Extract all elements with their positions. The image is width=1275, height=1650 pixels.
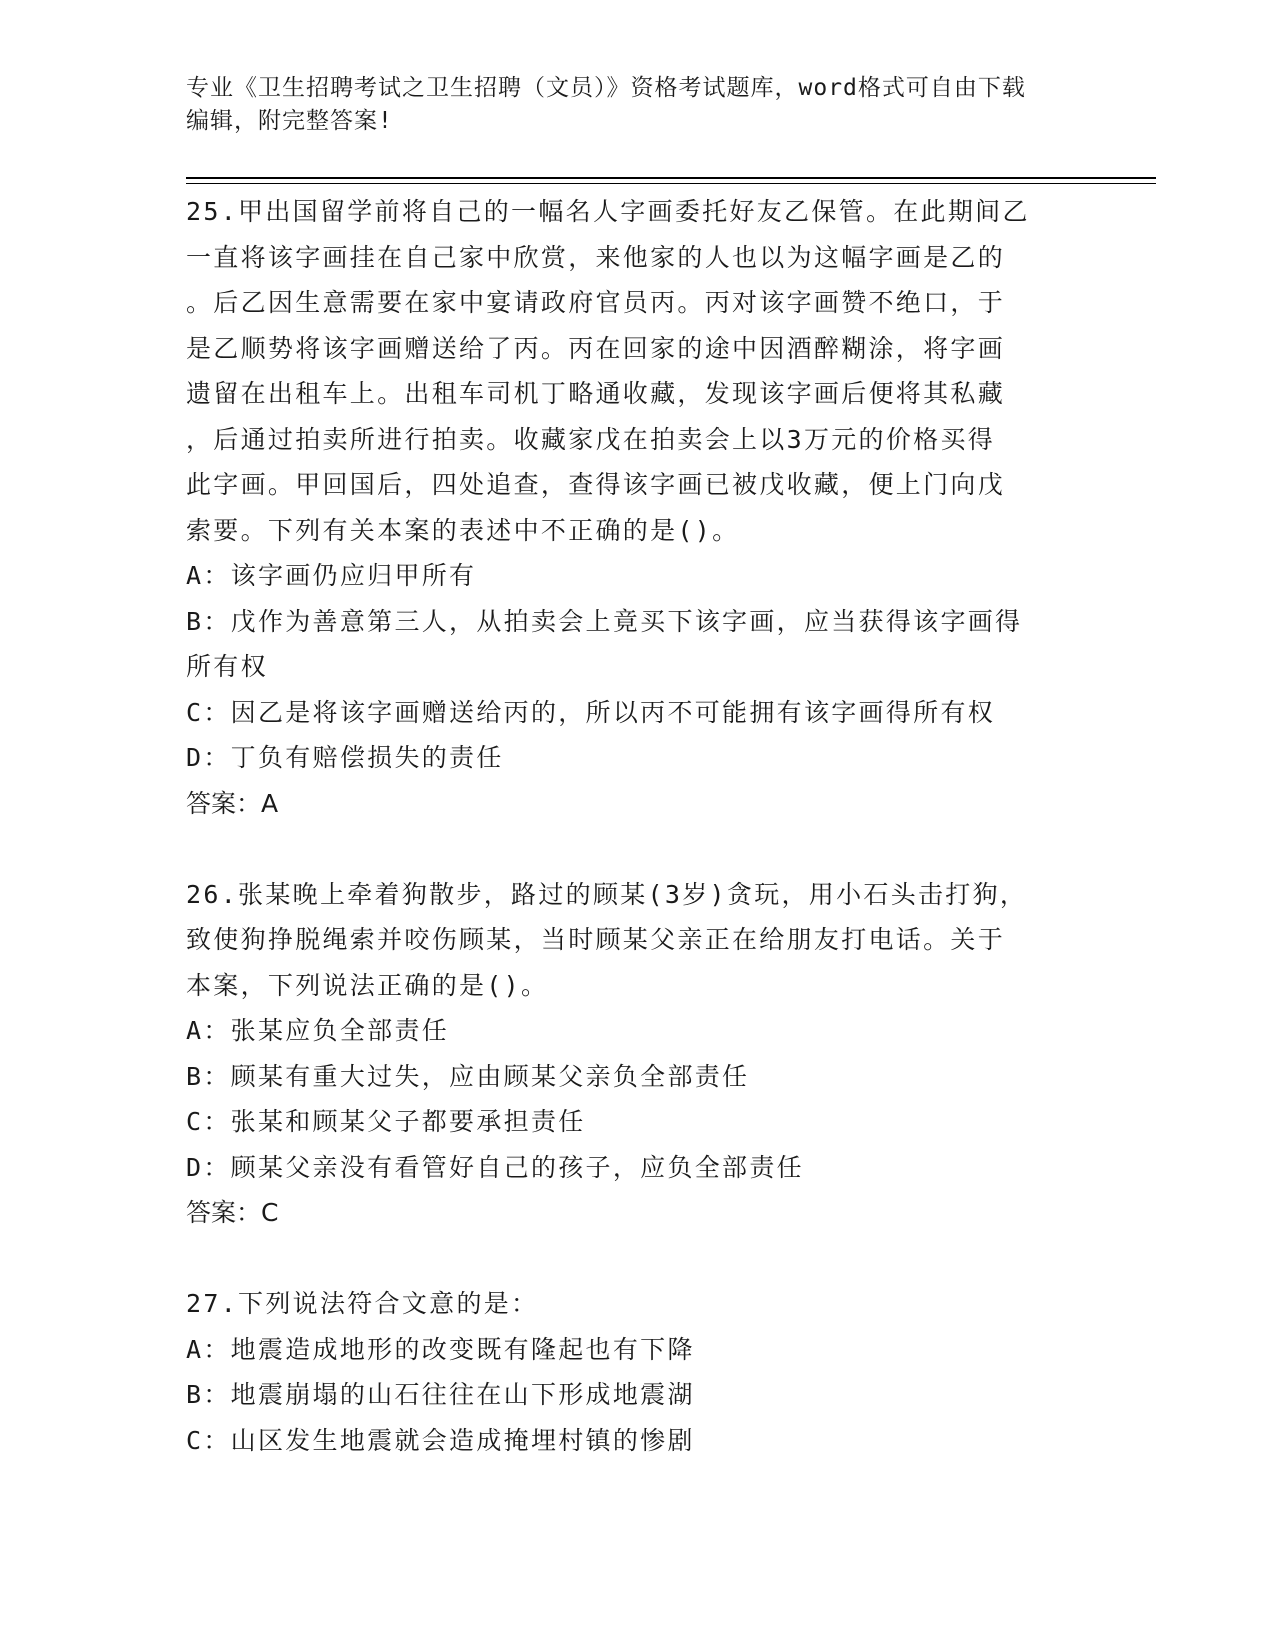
option-line: B：戊作为善意第三人，从拍卖会上竟买下该字画，应当获得该字画得 — [186, 606, 1023, 636]
option-d — [186, 1145, 1086, 1191]
answer-text: 答案：A — [186, 788, 279, 818]
question-spacer — [186, 1236, 1086, 1282]
stem-line: 一直将该字画挂在自己家中欣赏，来他家的人也以为这幅字画是乙的 — [186, 242, 1006, 272]
answer-text: 答案：C — [186, 1198, 279, 1227]
header-divider-thin — [186, 183, 1156, 184]
option-a — [186, 1327, 1086, 1373]
question-block — [186, 1281, 1086, 1463]
option-line: B：地震崩塌的山石往往在山下形成地震湖 — [186, 1380, 695, 1409]
header-line: 编辑，附完整答案! — [186, 108, 393, 134]
stem-line: 是乙顺势将该字画赠送给了丙。丙在回家的途中因酒醉糊涂，将字画 — [186, 333, 1006, 363]
option-line: B：顾某有重大过失，应由顾某父亲负全部责任 — [186, 1061, 750, 1091]
option-line: 所有权 — [186, 652, 268, 681]
stem-line: 27.下列说法符合文意的是： — [186, 1289, 539, 1318]
option-d — [186, 735, 1086, 781]
option-b — [186, 1372, 1086, 1418]
stem-line: 。后乙因生意需要在家中宴请政府官员丙。丙对该字画赞不绝口，于 — [186, 288, 1006, 317]
header-line: 专业《卫生招聘考试之卫生招聘（文员）》资格考试题库，word格式可自由下载 — [186, 75, 1026, 101]
option-line: A：地震造成地形的改变既有隆起也有下降 — [186, 1334, 695, 1364]
option-line: C：张某和顾某父子都要承担责任 — [186, 1107, 586, 1136]
document-page — [186, 0, 1156, 1650]
question-stem — [186, 189, 1086, 553]
option-line: C：山区发生地震就会造成掩埋村镇的惨剧 — [186, 1425, 695, 1455]
option-line: D：顾某父亲没有看管好自己的孩子，应负全部责任 — [186, 1152, 804, 1182]
answer-line — [186, 1190, 1086, 1236]
stem-line: ，后通过拍卖所进行拍卖。收藏家戊在拍卖会上以3万元的价格买得 — [186, 424, 996, 454]
option-line: D：丁负有赔偿损失的责任 — [186, 743, 504, 772]
stem-line: 致使狗挣脱绳索并咬伤顾某，当时顾某父亲正在给朋友打电话。关于 — [186, 925, 1006, 954]
stem-line: 26.张某晚上牵着狗散步，路过的顾某(3岁)贪玩，用小石头击打狗， — [186, 879, 1028, 909]
stem-line: 本案，下列说法正确的是()。 — [186, 970, 549, 1000]
option-line: C：因乙是将该字画赠送给丙的，所以丙不可能拥有该字画得所有权 — [186, 697, 996, 727]
option-c — [186, 1418, 1086, 1464]
document-header — [186, 72, 1086, 138]
option-a — [186, 553, 1086, 599]
question-spacer — [186, 826, 1086, 872]
stem-line: 此字画。甲回国后，四处追查，查得该字画已被戊收藏，便上门向戊 — [186, 470, 1006, 499]
option-c — [186, 1099, 1086, 1145]
option-line: A：张某应负全部责任 — [186, 1016, 450, 1045]
option-a — [186, 1008, 1086, 1054]
question-block — [186, 872, 1086, 1236]
stem-line: 25.甲出国留学前将自己的一幅名人字画委托好友乙保管。在此期间乙 — [186, 197, 1030, 226]
stem-line: 索要。下列有关本案的表述中不正确的是()。 — [186, 515, 740, 545]
option-line: A：该字画仍应归甲所有 — [186, 561, 477, 590]
option-b — [186, 599, 1086, 690]
header-divider-thick — [186, 177, 1156, 179]
question-stem — [186, 872, 1086, 1009]
answer-line — [186, 781, 1086, 827]
question-block — [186, 189, 1086, 826]
question-list — [186, 189, 1086, 1463]
stem-line: 遗留在出租车上。出租车司机丁略通收藏，发现该字画后便将其私藏 — [186, 379, 1006, 408]
option-c — [186, 690, 1086, 736]
question-stem — [186, 1281, 1086, 1327]
option-b — [186, 1054, 1086, 1100]
